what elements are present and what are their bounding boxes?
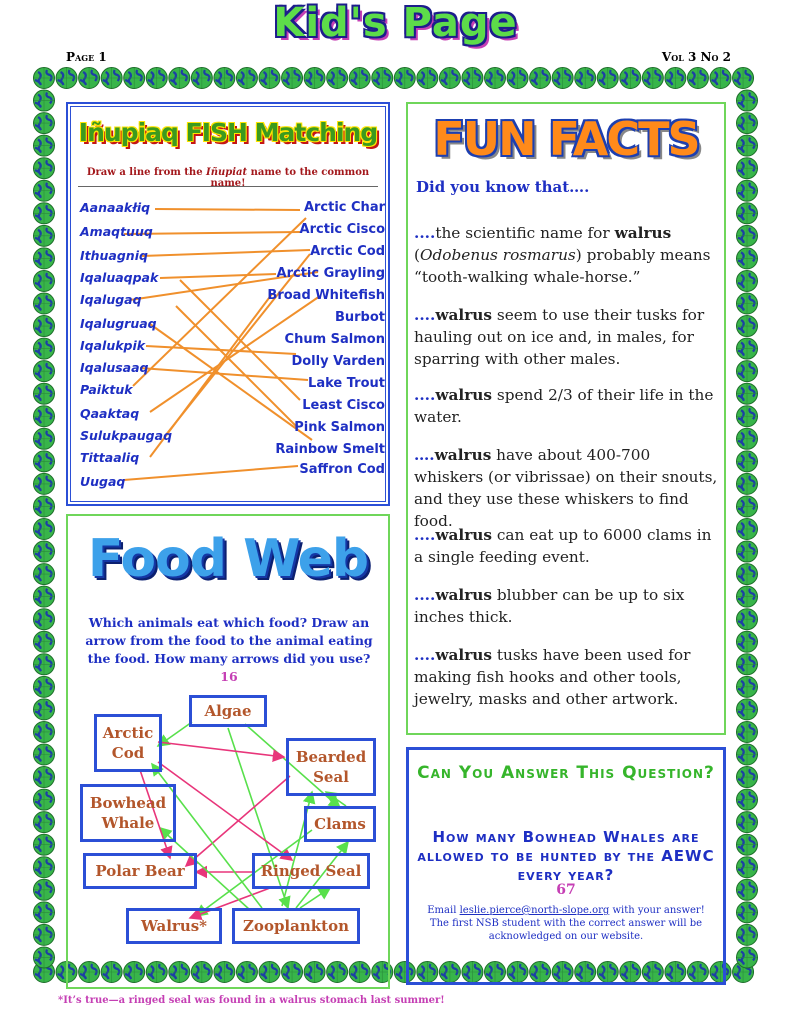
- fun-fact: ....walrus blubber can be up to six inches thick.: [414, 586, 685, 626]
- footnote: *It’s true—a ringed seal was found in a walrus stomach last summer!: [58, 995, 445, 1006]
- fun-facts-title: FUN FACTS: [433, 112, 699, 166]
- page-title: Kid's Page: [273, 0, 518, 46]
- fish-matching-title: Iñupiaq FISH Matching: [78, 118, 378, 147]
- common-name: Saffron Cod: [299, 462, 385, 477]
- fish-matching-instruction: Draw a line from the Iñupiat name to the common name!: [86, 167, 370, 189]
- common-name: Chum Salmon: [284, 332, 385, 347]
- food-web-node-bowhead-whale: Bowhead Whale: [80, 784, 176, 842]
- common-name: Arctic Grayling: [276, 266, 385, 281]
- arrow-arctic-cod-to-bearded-seal: [158, 742, 284, 757]
- common-name: Least Cisco: [302, 398, 385, 413]
- inupiaq-name: Qaaktaq: [80, 406, 140, 421]
- fun-fact: ....walrus spend 2/3 of their life in the water.: [414, 386, 714, 426]
- common-name: Burbot: [334, 310, 385, 325]
- volume-number: Vol 3 No 2: [661, 50, 731, 64]
- question-box-question: How many Bowhead Whales are allowed to be hunted by the AEWC every year?: [417, 828, 715, 884]
- email-link[interactable]: leslie.pierce@north-slope.org: [459, 905, 610, 916]
- fun-facts-intro: Did you know that….: [416, 178, 590, 196]
- fun-fact: ....walrus can eat up to 6000 clams in a single feeding event.: [414, 526, 712, 566]
- inupiaq-name: Iqalukpik: [80, 338, 146, 353]
- question-box-answer: 67: [556, 882, 576, 898]
- food-web-question: Which animals eat which food? Draw an arrow from the food to the animal eating the food. How many arrows did you use? 16: [85, 615, 373, 684]
- inupiaq-name: Uugaq: [80, 474, 126, 489]
- food-web-title: Food Web: [87, 529, 369, 589]
- inupiaq-name: Sulukpaugaq: [80, 428, 173, 443]
- inupiaq-name: Iqaluaqpak: [80, 270, 159, 285]
- fun-fact: ....walrus tusks have been used for making fish hooks and other tools, jewelry, masks and other artwork.: [414, 646, 691, 708]
- inupiaq-name: Iqalusaaq: [80, 360, 149, 375]
- food-web-node-walrus: Walrus*: [126, 908, 222, 944]
- common-name: Arctic Cod: [310, 244, 385, 259]
- page-number: Page 1: [66, 50, 107, 64]
- food-web-node-polar-bear: Polar Bear: [83, 853, 197, 889]
- inupiaq-name: Aanaakłiq: [80, 200, 151, 215]
- fun-fact: ....the scientific name for walrus (Odobenus rosmarus) probably means “tooth-walking whale-horse.”: [414, 224, 711, 286]
- common-name: Arctic Char: [303, 200, 385, 215]
- food-web-node-zooplankton: Zooplankton: [232, 908, 360, 944]
- food-web-node-arctic-cod: Arctic Cod: [94, 714, 162, 772]
- inupiaq-name: Amaqtuuq: [80, 224, 153, 239]
- common-name: Lake Trout: [308, 376, 385, 391]
- common-name: Dolly Varden: [291, 354, 385, 369]
- inupiaq-name: Paiktuk: [80, 382, 133, 397]
- inupiaq-name: Iqalugaq: [80, 292, 142, 307]
- food-web-node-ringed-seal: Ringed Seal: [252, 853, 370, 889]
- common-name: Broad Whitefish: [267, 288, 385, 303]
- common-name: Rainbow Smelt: [275, 442, 385, 457]
- inupiaq-name: Tittaaliq: [80, 450, 140, 465]
- question-box-email-text: Email leslie.pierce@north-slope.org with your answer! The first NSB student with the correct answer will be acknowledged on our website.: [427, 905, 705, 942]
- inupiaq-name: Iqalugruaq: [80, 316, 157, 331]
- food-web-node-clams: Clams: [304, 806, 376, 842]
- food-web-node-algae: Algae: [189, 695, 267, 727]
- question-box-title: Can You Answer This Question?: [417, 763, 715, 783]
- inupiaq-name: Ithuagniq: [80, 248, 148, 263]
- food-web-answer: 16: [220, 669, 238, 684]
- fun-fact: ....walrus seem to use their tusks for hauling out on ice and, in males, for sparring with other males.: [414, 306, 705, 368]
- common-name: Arctic Cisco: [299, 222, 385, 237]
- fun-fact: ….walrus have about 400-700 whiskers (or vibrissae) on their snouts, and they use these whiskers to find food.: [414, 446, 718, 530]
- food-web-node-bearded-seal: Bearded Seal: [286, 738, 376, 796]
- common-name: Pink Salmon: [294, 420, 385, 435]
